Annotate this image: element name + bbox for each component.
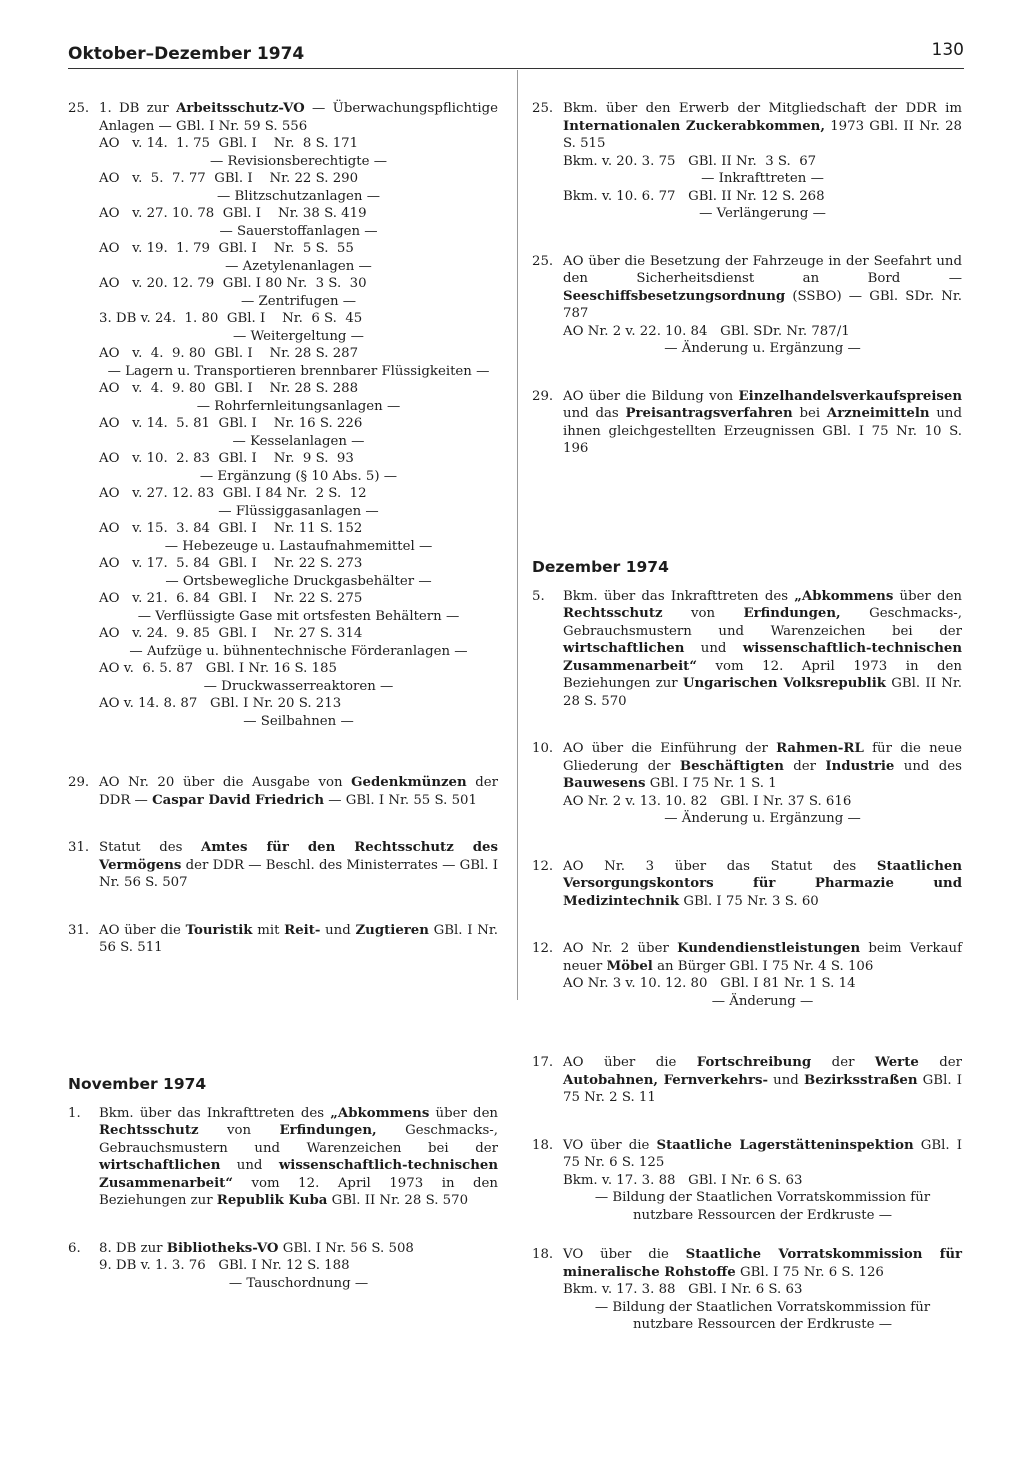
amendment-note: — Seilbahnen — — [243, 713, 354, 729]
entry-day: 25. — [532, 101, 554, 116]
header-rule — [68, 68, 964, 69]
entry-day: 12. — [532, 941, 554, 956]
entry-text: AO über die Bildung von Einzelhandelsverkaufspreisen und das Preisantragsverfahren bei Arzneimitteln und ihnen gleichgestellten Erzeugnissen GBl. I 75 Nr. 10 S. 196 — [563, 388, 962, 456]
amendment-note: — Bildung der Staatlichen Vorratskommission für nutzbare Ressourcen der Erdkruste — — [594, 1299, 931, 1332]
entry-text: AO über die Fortschreibung der Werte der Autobahnen, Fernverkehrs- und Bezirksstraßen GBl. I 75 Nr. 2 S. 11 — [563, 1055, 962, 1105]
amendment-citation: AO Nr. 2 v. 22. 10. 84 GBl. SDr. Nr. 787/1 — [563, 323, 850, 339]
entry-day: 18. — [532, 1137, 554, 1153]
amendment-note: — Lagern u. Transportieren brennbarer Flüssigkeiten — — [107, 363, 490, 379]
entry-day: 5. — [532, 588, 545, 604]
entry-seeschiffsbesetzung — [532, 253, 962, 358]
amendment-note: — Zentrifugen — — [240, 293, 357, 309]
amendment-note: — Hebezeuge u. Lastaufnahmemittel — — [164, 538, 433, 554]
entry-text: AO über die Touristik mit Reit- und Zugtieren GBl. I Nr. 56 S. 511 — [99, 922, 498, 955]
amendment-citation: Bkm. v. 17. 3. 88 GBl. I Nr. 6 S. 63 — [563, 1282, 803, 1297]
entry-kundendienst — [532, 940, 962, 1010]
amendment-note: — Änderung u. Ergänzung — — [664, 341, 861, 356]
amendment-note: — Druckwasserreaktoren — — [203, 678, 394, 694]
entry-text: Bkm. über das Inkrafttreten des „Abkommens über den Rechtsschutz von Erfindungen, Geschmacks-, Gebrauchsmustern und Warenzeichen bei der wirtschaftlichen und wissenschaftlich-technischen Zusammenarbeit“ vom 12. April 1973 in den Beziehungen zur Ungarischen Volksrepublik GBl. II Nr. 28 S. 570 — [563, 588, 962, 709]
entry-day: 25. — [68, 101, 90, 116]
entry-gedenkmuenzen — [68, 774, 498, 809]
entry-day: 10. — [532, 741, 554, 756]
amendment-citation: AO v. 17. 5. 84 GBl. I Nr. 22 S. 273 — [99, 556, 363, 571]
entry-day: 1. — [68, 1105, 81, 1121]
entry-day: 17. — [532, 1055, 554, 1070]
amendment-citation: AO v. 21. 6. 84 GBl. I Nr. 22 S. 275 — [99, 591, 363, 606]
amendment-citation: 3. DB v. 24. 1. 80 GBl. I Nr. 6 S. 45 — [99, 311, 363, 326]
entry-abkommen-kuba — [68, 1105, 498, 1210]
entry-zuckerabkommen — [532, 100, 962, 223]
entry-text: VO über die Staatliche Vorratskommission für mineralische Rohstoffe GBl. I 75 Nr. 6 S. 126 — [563, 1247, 963, 1280]
entry-text: AO Nr. 2 über Kundendienstleistungen beim Verkauf neuer Möbel an Bürger GBl. I 75 Nr. 4 S. 106 — [563, 941, 962, 974]
amendment-note: — Ortsbewegliche Druckgasbehälter — — [165, 573, 432, 589]
amendment-citation: AO v. 10. 2. 83 GBl. I Nr. 9 S. 93 — [99, 451, 354, 466]
amendment-note: — Bildung der Staatlichen Vorratskommission für nutzbare Ressourcen der Erdkruste — — [594, 1190, 931, 1223]
amendment-citation: AO v. 19. 1. 79 GBl. I Nr. 5 S. 55 — [99, 241, 354, 256]
entry-day: 6. — [68, 1240, 81, 1256]
entry-abkommen-ungarn — [532, 588, 962, 711]
amendment-citation: AO v. 4. 9. 80 GBl. I Nr. 28 S. 287 — [99, 346, 359, 361]
entry-rahmen-rl — [532, 740, 962, 828]
amendment-note: — Änderung u. Ergänzung — — [664, 811, 861, 826]
entry-strassenwerte — [532, 1054, 962, 1107]
amendment-citation: Bkm. v. 20. 3. 75 GBl. II Nr. 3 S. 67 — [563, 153, 817, 169]
amendment-citation: AO v. 15. 3. 84 GBl. I Nr. 11 S. 152 — [99, 521, 363, 536]
amendment-note: — Blitzschutzanlagen — — [216, 188, 381, 204]
amendment-citation: AO v. 14. 8. 87 GBl. I Nr. 20 S. 213 — [99, 696, 342, 711]
amendment-note: — Verflüssigte Gase mit ortsfesten Behältern — — [137, 608, 460, 624]
amendment-note: — Ergänzung (§ 10 Abs. 5) — — [199, 468, 398, 484]
amendment-citation: Bkm. v. 10. 6. 77 GBl. II Nr. 12 S. 268 — [563, 188, 825, 204]
page-number: 130 — [931, 40, 964, 60]
amendment-citation: AO v. 27. 12. 83 GBl. I 84 Nr. 2 S. 12 — [99, 486, 367, 501]
amendment-note: — Rohrfernleitungsanlagen — — [196, 398, 401, 414]
section-heading-november: November 1974 — [68, 1074, 207, 1093]
left-column — [68, 100, 498, 1292]
amendment-citation: AO v. 14. 5. 81 GBl. I Nr. 16 S. 226 — [99, 416, 363, 431]
amendment-citation: 9. DB v. 1. 3. 76 GBl. I Nr. 12 S. 188 — [99, 1258, 350, 1273]
entry-arbeitsschutz — [68, 100, 498, 730]
entry-text: AO Nr. 3 über das Statut des Staatlichen Versorgungskontors für Pharmazie und Medizintechnik GBl. I 75 Nr. 3 S. 60 — [563, 858, 962, 909]
entry-vorratskommission — [532, 1246, 962, 1334]
entry-text: Statut des Amtes für den Rechtsschutz des Vermögens der DDR — Beschl. des Ministerrates — GBl. I Nr. 56 S. 507 — [99, 840, 498, 890]
amendment-note: — Änderung — — [711, 993, 814, 1009]
entry-day: 29. — [68, 775, 90, 790]
section-heading-dezember: Dezember 1974 — [532, 557, 669, 576]
amendment-note: — Aufzüge u. bühnentechnische Förderanlagen — — [129, 643, 468, 659]
amendment-citation: AO Nr. 3 v. 10. 12. 80 GBl. I 81 Nr. 1 S. 14 — [563, 976, 856, 991]
running-title: Oktober–Dezember 1974 — [68, 44, 305, 64]
entry-day: 29. — [532, 388, 554, 404]
entry-text: AO Nr. 20 über die Ausgabe von Gedenkmünzen der DDR — Caspar David Friedrich — GBl. I Nr. 55 S. 501 — [99, 775, 498, 808]
amendment-note: — Azetylenanlagen — — [225, 258, 372, 274]
entry-day: 31. — [68, 922, 90, 938]
entry-day: 25. — [532, 253, 554, 269]
amendment-note: — Flüssiggasanlagen — — [218, 503, 379, 519]
amendment-citation: AO v. 14. 1. 75 GBl. I Nr. 8 S. 171 — [99, 136, 359, 151]
entry-text: AO über die Besetzung der Fahrzeuge in der Seefahrt und den Sicherheitsdienst an Bord — Seeschiffsbesetzungsordnung (SSBO) — GBl. SDr. Nr. 787 — [563, 253, 962, 321]
entry-arzneimittelpreise — [532, 388, 962, 458]
entry-text: 8. DB zur Bibliotheks-VO GBl. I Nr. 56 S. 508 — [99, 1240, 414, 1256]
entry-day: 18. — [532, 1247, 554, 1262]
right-column — [532, 100, 962, 1334]
amendment-citation: AO Nr. 2 v. 13. 10. 82 GBl. I Nr. 37 S. 616 — [563, 793, 852, 809]
entry-touristik — [68, 922, 498, 957]
amendment-note: — Revisionsberechtigte — — [209, 153, 388, 169]
entry-versorgungskontor — [532, 858, 962, 911]
entry-day: 31. — [68, 840, 90, 855]
entry-text: VO über die Staatliche Lagerstätteninspektion GBl. I 75 Nr. 6 S. 125 — [563, 1137, 962, 1170]
amendment-citation: AO v. 24. 9. 85 GBl. I Nr. 27 S. 314 — [99, 626, 363, 641]
entry-text: Bkm. über das Inkrafttreten des „Abkommens über den Rechtsschutz von Erfindungen, Geschmacks-, Gebrauchsmustern und Warenzeichen bei der wirtschaftlichen und wissenschaftlich-technischen Zusammenarbeit“ vom 12. April 1973 in den Beziehungen zur Republik Kuba GBl. II Nr. 28 S. 570 — [99, 1105, 498, 1208]
amendment-list — [99, 135, 498, 730]
amendment-citation: AO v. 27. 10. 78 GBl. I Nr. 38 S. 419 — [99, 206, 367, 221]
entry-text: AO über die Einführung der Rahmen-RL für die neue Gliederung der Beschäftigten der Industrie und des Bauwesens GBl. I 75 Nr. 1 S. 1 — [563, 741, 962, 791]
amendment-citation: AO v. 4. 9. 80 GBl. I Nr. 28 S. 288 — [99, 381, 359, 396]
amendment-note: — Sauerstoffanlagen — — [219, 223, 378, 239]
amendment-citation: AO v. 6. 5. 87 GBl. I Nr. 16 S. 185 — [99, 661, 337, 676]
entry-text: Bkm. über den Erwerb der Mitgliedschaft der DDR im Internationalen Zuckerabkommen, 1973 GBl. II Nr. 28 S. 515 — [563, 101, 962, 151]
amendment-note: — Kesselanlagen — — [232, 433, 365, 449]
page-header — [68, 40, 964, 70]
amendment-note: — Inkrafttreten — — [701, 171, 824, 186]
amendment-note: — Weitergeltung — — [233, 328, 364, 344]
entry-lagerstaetteninspektion — [532, 1137, 962, 1225]
entry-day: 12. — [532, 858, 554, 874]
amendment-citation: AO v. 20. 12. 79 GBl. I 80 Nr. 3 S. 30 — [99, 276, 367, 291]
entry-bibliotheks-vo — [68, 1240, 498, 1293]
amendment-citation: Bkm. v. 17. 3. 88 GBl. I Nr. 6 S. 63 — [563, 1172, 803, 1188]
amendment-note: — Verlängerung — — [699, 206, 826, 221]
amendment-citation: AO v. 5. 7. 77 GBl. I Nr. 22 S. 290 — [99, 171, 359, 186]
column-divider — [517, 70, 518, 1000]
amendment-note: — Tauschordnung — — [228, 1275, 369, 1291]
entry-rechtsschutz-amt — [68, 839, 498, 892]
entry-text: 1. DB zur Arbeitsschutz-VO — Überwachungspflichtige Anlagen — GBl. I Nr. 59 S. 556 — [99, 101, 498, 134]
